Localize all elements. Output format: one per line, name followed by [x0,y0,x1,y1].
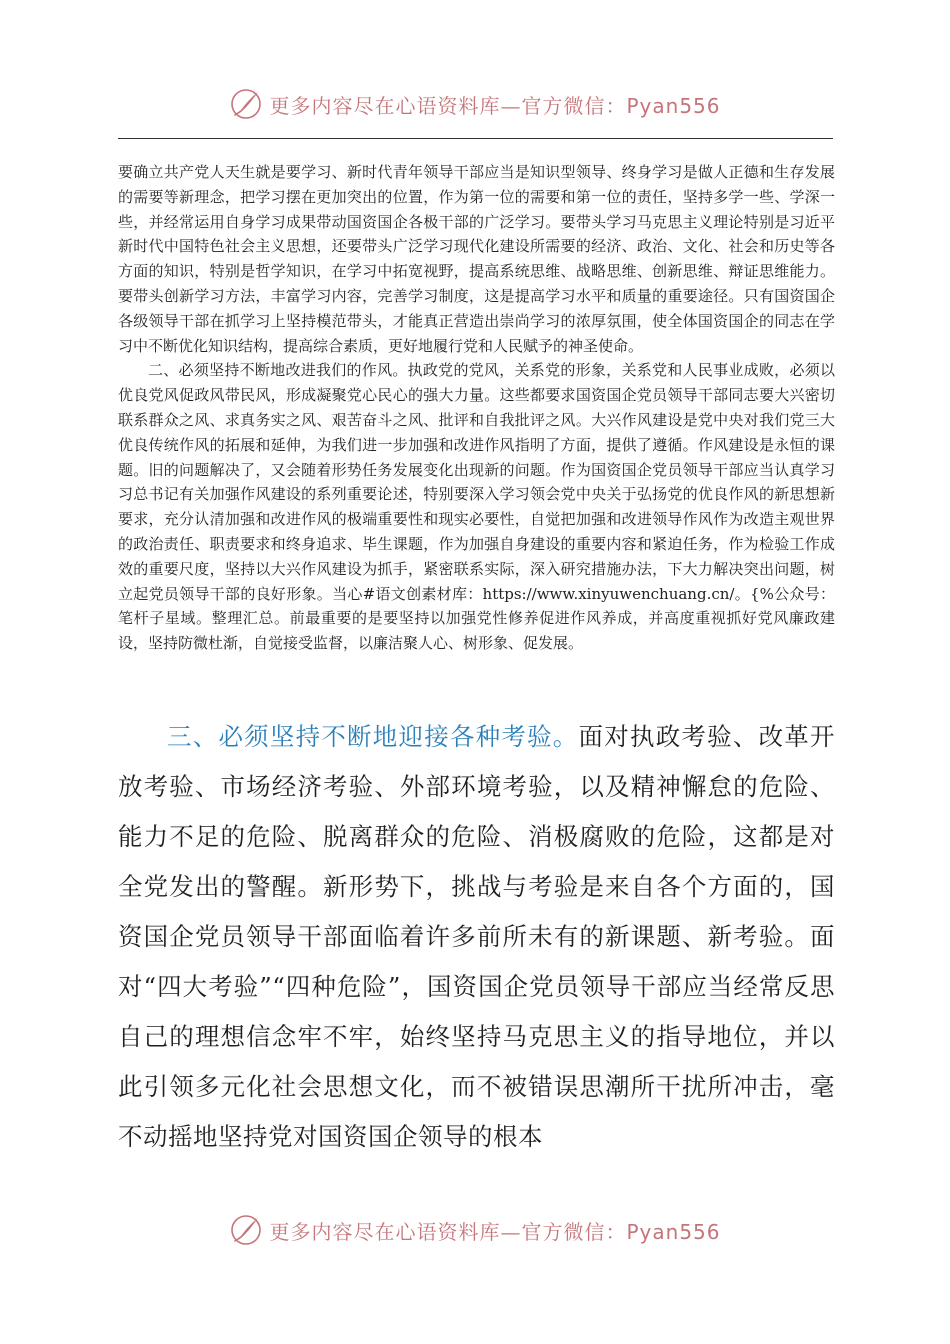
section-heading-3: 三、必须坚持不断地迎接各种考验。 [167,722,579,751]
body-large-text [118,712,835,1162]
header-wechat-id: Pyan556 [626,93,721,118]
header-brand-text: 更多内容尽在心语资料库—官方微信：Pyan556 [269,93,721,118]
paragraph-2: 二、必须坚持不断地改进我们的作风。执政党的党风，关系党的形象，关系党和人民事业成败，必须以优良党风促政风带民风，形成凝聚党心民心的强大力量。这些都要求国资国企党员领导干部同志要大兴密切联系群众之风、求真务实之风、艰苦奋斗之风、批评和自我批评之风。大兴作风建设是党中央对我们党三大优良传统作风的拓展和延伸，为我们进一步加强和改进作风指明了方面，提供了遵循。作风建设是永恒的课题。旧的问题解决了，又会随着形势任务发展变化出现新的问题。作为国资国企党员领导干部应当认真学习习总书记有关加强作风建设的系列重要论述，特别要深入学习领会党中央关于弘扬党的优良作风的新思想新要求，充分认清加强和改进作风的极端重要性和现实必要性，自觉把加强和改进领导作风作为改造主观世界的政治责任、职责要求和终身追求、毕生课题，作为加强自身建设的重要内容和紧迫任务，作为检验工作成效的重要尺度，坚持以大兴作风建设为抓手，紧密联系实际，深入研究措施办法，下大力解决突出问题，树立起党员领导干部的良好形象。当心#语文创素材库：https://www.xinyuwenchuang.cn/。{%公众号：笔杆子星域。整理汇总。前最重要的是要坚持以加强党性修养促进作风养成，并高度重视抓好党风廉政建设，坚持防微杜渐，自觉接受监督，以廉洁聚人心、树形象、促发展。 [118,361,835,653]
footer-wechat-id: Pyan556 [626,1219,721,1244]
header-divider [118,138,833,139]
body-small-text [118,160,835,656]
page-footer [0,1210,950,1250]
header-brand [229,87,720,121]
paragraph-3-text: 面对执政考验、改革开放考验、市场经济考验、外部环境考验，以及精神懈怠的危险、能力不足的危险、脱离群众的危险、消极腐败的危险，这都是对全党发出的警醒。新形势下，挑战与考验是来自各个方面的，国资国企党员领导干部面临着许多前所未有的新课题、新考验。面对“四大考验”“四种危险”，国资国企党员领导干部应当经常反思自己的理想信念牢不牢，始终坚持马克思主义的指导地位，并以此引领多元化社会思想文化，而不被错误思潮所干扰所冲击，毫不动摇地坚持党对国资国企领导的根本 [118,722,836,1151]
quill-logo-icon [229,87,263,121]
footer-brand-text: 更多内容尽在心语资料库—官方微信：Pyan556 [269,1219,721,1244]
paragraph-3 [118,712,835,1162]
page-header [0,84,950,124]
quill-logo-icon [229,1213,263,1247]
footer-brand [229,1213,720,1247]
paragraph-1: 要确立共产党人天生就是要学习、新时代青年领导干部应当是知识型领导、终身学习是做人正德和生存发展的需要等新理念，把学习摆在更加突出的位置，作为第一位的需要和第一位的责任，坚持多学一些、学深一些，并经常运用自身学习成果带动国资国企各极干部的广泛学习。要带头学习马克思主义理论特别是习近平新时代中国特色社会主义思想，还要带头广泛学习现代化建设所需要的经济、政治、文化、社会和历史等各方面的知识，特别是哲学知识，在学习中拓宽视野，提高系统思维、战略思维、创新思维、辩证思维能力。要带头创新学习方法，丰富学习内容，完善学习制度，这是提高学习水平和质量的重要途径。只有国资国企各级领导干部在抓学习上坚持模范带头，才能真正营造出崇尚学习的浓厚氛围，使全体国资国企的同志在学习中不断优化知识结构，提高综合素质，更好地履行党和人民赋予的神圣使命。 [118,163,835,355]
